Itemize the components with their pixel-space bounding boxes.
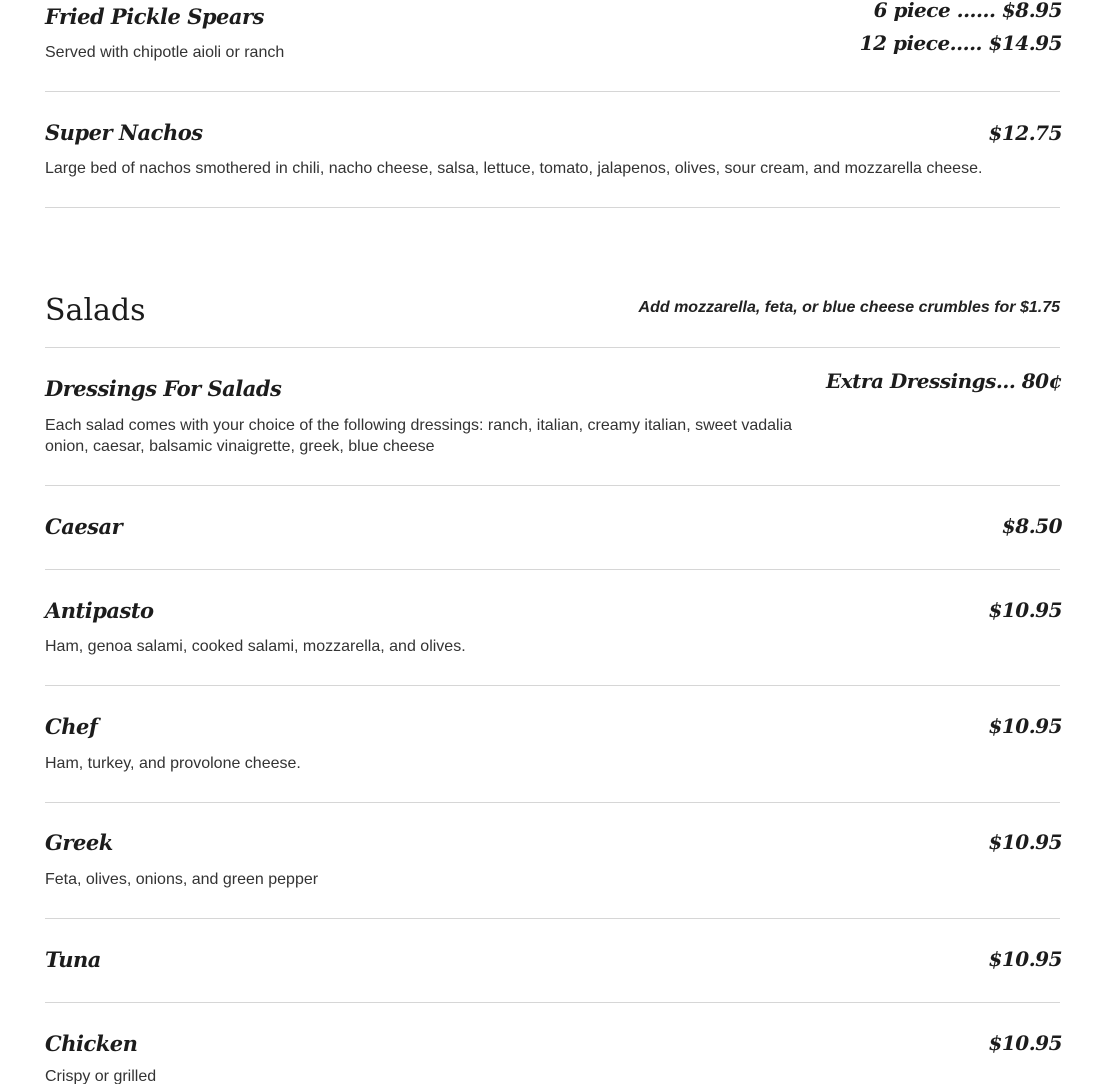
menu-item-price-chef: $10.95 [988, 714, 1062, 738]
menu-item-price-chicken: $10.95 [988, 1031, 1062, 1055]
menu-item-name-antipasto: Antipasto [45, 598, 154, 623]
menu-item-price-caesar: $8.50 [1001, 514, 1062, 538]
divider [45, 485, 1060, 486]
menu-item-name-tuna: Tuna [45, 947, 101, 972]
divider [45, 685, 1060, 686]
menu-item-name-caesar: Caesar [45, 514, 123, 539]
menu-item-price-antipasto: $10.95 [988, 598, 1062, 622]
menu-item-price-tuna: $10.95 [988, 947, 1062, 971]
section-title-salads: Salads [45, 293, 146, 328]
menu-item-price-greek: $10.95 [988, 830, 1062, 854]
menu-item-description-chef: Ham, turkey, and provolone cheese. [45, 755, 301, 772]
menu-item-description-fried-pickle-spears: Served with chipotle aioli or ranch [45, 44, 285, 61]
menu-item-name-fried-pickle-spears: Fried Pickle Spears [45, 4, 264, 29]
divider [45, 91, 1060, 92]
menu-item-name-greek: Greek [45, 830, 113, 855]
divider [45, 569, 1060, 570]
menu-item-description-dressings-line1: Each salad comes with your choice of the following dressings: ranch, italian, creamy italian, sweet vadalia [45, 417, 793, 434]
menu-item-description-dressings-line2: onion, caesar, balsamic vinaigrette, greek, blue cheese [45, 438, 435, 455]
menu-item-description-super-nachos: Large bed of nachos smothered in chili, nacho cheese, salsa, lettuce, tomato, jalapenos, olives, sour cream, and mozzarella cheese. [45, 160, 983, 177]
divider [45, 207, 1060, 208]
divider [45, 1002, 1060, 1003]
divider [45, 918, 1060, 919]
divider [45, 802, 1060, 803]
menu-item-description-chicken: Crispy or grilled [45, 1068, 157, 1084]
divider [45, 347, 1060, 348]
menu-item-name-chicken: Chicken [45, 1031, 138, 1056]
menu-item-description-antipasto: Ham, genoa salami, cooked salami, mozzarella, and olives. [45, 638, 466, 655]
menu-item-description-greek: Feta, olives, onions, and green pepper [45, 871, 319, 888]
menu-item-name-chef: Chef [45, 714, 98, 739]
menu-item-name-super-nachos: Super Nachos [45, 120, 203, 145]
section-note-salads: Add mozzarella, feta, or blue cheese crumbles for $1.75 [638, 299, 1060, 316]
menu-item-price-12-piece: 12 piece..... $14.95 [859, 31, 1062, 55]
menu-item-price-super-nachos: $12.75 [988, 121, 1062, 145]
menu-item-price-6-piece: 6 piece ...... $8.95 [873, 0, 1062, 22]
menu-item-name-dressings: Dressings For Salads [45, 376, 282, 401]
menu-item-price-dressings: Extra Dressings... 80¢ [826, 369, 1062, 393]
